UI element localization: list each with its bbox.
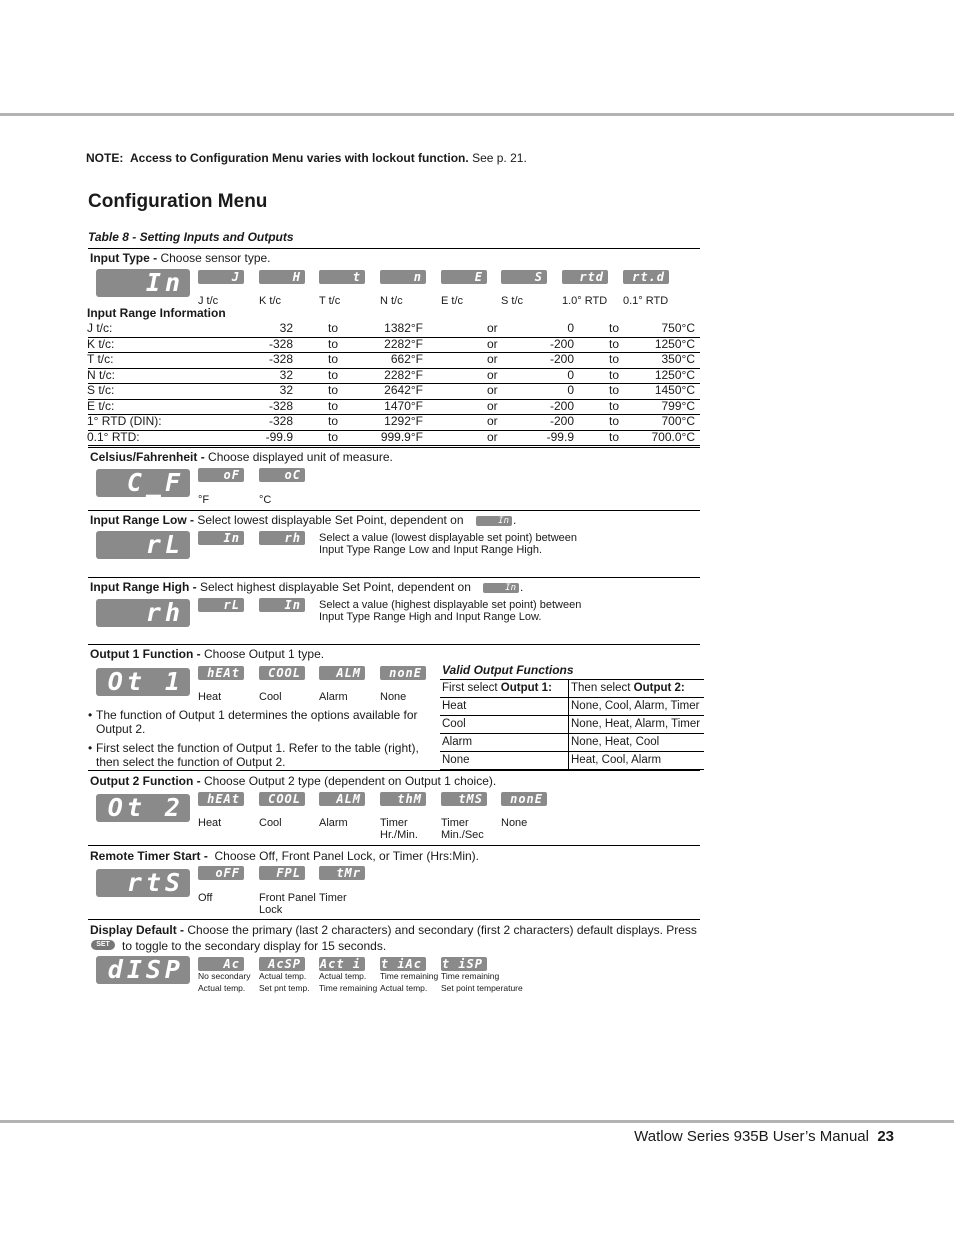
range-cell: 32	[279, 383, 293, 397]
range-cell: 0	[567, 383, 574, 397]
range-cell: 1292°F	[384, 414, 423, 428]
manual-title: Watlow Series 935B User’s Manual	[634, 1128, 869, 1145]
option-label: E t/c	[441, 295, 464, 307]
range-cell: 750°C	[661, 321, 695, 335]
display-rts: rtS	[96, 869, 190, 897]
period: .	[520, 580, 524, 594]
range-cell: 999.9°F	[380, 429, 423, 444]
set-key-icon: SET	[91, 940, 115, 950]
dep-in-icon: In	[483, 583, 519, 593]
option-f-label: °F	[198, 494, 210, 506]
range-cell: 32	[279, 367, 293, 382]
range-cell: E t/c:	[87, 398, 115, 413]
option-6: rtd	[562, 270, 608, 284]
option-label: Timer Min./Sec	[441, 817, 484, 841]
range-cell: to	[328, 321, 339, 335]
display-ot1: Ot 1	[96, 668, 190, 696]
option-label: Timer Hr./Min.	[380, 817, 418, 841]
option-4: t iSP	[441, 957, 487, 971]
range-cell: or	[487, 321, 498, 335]
range-cell: 32	[279, 321, 293, 335]
option-label: None	[501, 817, 528, 829]
option-4: tMS	[441, 792, 487, 806]
option-heat: hEAt	[198, 666, 244, 680]
table-row	[440, 680, 704, 698]
range-cell: to	[609, 414, 620, 428]
range-cell: T t/c:	[87, 352, 114, 366]
range-cell: to	[609, 383, 620, 397]
option-none-label: None	[380, 691, 407, 703]
range-cell: 350°C	[661, 352, 695, 366]
range-cell: 2282°F	[384, 336, 423, 351]
range-cell: 700.0°C	[651, 429, 695, 444]
option-label: K t/c	[259, 295, 282, 307]
table-header: Then select Output 2:	[569, 680, 705, 698]
option-1: COOL	[259, 792, 305, 806]
option-timer: tMr	[319, 866, 365, 880]
table-row: Heat None, Cool, Alarm, Timer	[440, 698, 704, 716]
option-0: hEAt	[198, 792, 244, 806]
range-cell: to	[609, 352, 620, 366]
option-rh: rh	[259, 531, 305, 545]
divider	[88, 445, 700, 446]
range-cell: 1° RTD (DIN):	[87, 414, 162, 428]
range-cell: -200	[549, 414, 574, 428]
display-rl: rL	[96, 531, 190, 559]
option-alarm: ALM	[319, 666, 365, 680]
option-2: t	[319, 270, 365, 284]
option-2: Act i	[319, 957, 365, 971]
range-cell: 2642°F	[384, 383, 423, 397]
option-label: N t/c	[380, 295, 403, 307]
option-label-1: Actual temp.	[319, 971, 367, 981]
option-5: nonE	[501, 792, 547, 806]
option-f: oF	[198, 468, 244, 482]
range-cell: to	[609, 398, 620, 413]
option-label: Alarm	[319, 817, 348, 829]
range-cell: -99.9	[546, 429, 574, 444]
table-caption: Table 8 - Setting Inputs and Outputs	[88, 230, 294, 244]
option-in: In	[198, 531, 244, 545]
divider	[88, 845, 700, 846]
option-off: oFF	[198, 866, 244, 880]
range-cell: to	[328, 414, 339, 428]
option-label: 1.0° RTD	[562, 295, 608, 307]
option-none: nonE	[380, 666, 426, 680]
option-label: S t/c	[501, 295, 524, 307]
range-cell: to	[609, 429, 620, 444]
table-row: None Heat, Cool, Alarm	[440, 752, 704, 770]
range-cell: to	[328, 383, 339, 397]
option-label-1: Time remaining	[380, 971, 439, 981]
display-default-heading: Display Default - Choose the primary (last 2 characters) and secondary (first 2 characters) default displays. Press	[90, 923, 697, 937]
option-cool-label: Cool	[259, 691, 282, 703]
top-rule	[0, 113, 954, 116]
range-cell: to	[609, 336, 620, 351]
display-default-desc2: to toggle to the secondary display for 15 seconds.	[122, 939, 387, 953]
option-label: 0.1° RTD	[623, 295, 669, 307]
range-cell: or	[487, 367, 498, 382]
option-timer-label: Timer	[319, 892, 347, 904]
option-1: AcSP	[259, 957, 305, 971]
range-cell: 662°F	[390, 352, 423, 366]
table-row: Cool None, Heat, Alarm, Timer	[440, 716, 704, 734]
range-cell: or	[487, 336, 498, 351]
range-high-help: Select a value (highest displayable set point) between Input Type Range High and Input Range Low.	[319, 599, 582, 623]
range-cell: -328	[268, 398, 293, 413]
option-3: t iAc	[380, 957, 426, 971]
range-cell: -200	[549, 398, 574, 413]
range-cell: to	[328, 367, 339, 382]
range-cell: to	[328, 352, 339, 366]
range-cell: 700°C	[661, 414, 695, 428]
range-low-heading: Input Range Low - Select lowest displayable Set Point, dependent on	[90, 513, 464, 527]
range-cell: or	[487, 429, 498, 444]
range-cell: or	[487, 352, 498, 366]
option-fpl: FPL	[259, 866, 305, 880]
option-c-label: °C	[259, 494, 272, 506]
table-row: Alarm None, Heat, Cool	[440, 734, 704, 752]
range-cell: 0	[567, 367, 574, 382]
dep-in-icon: In	[476, 516, 512, 526]
option-rl: rL	[198, 598, 244, 612]
divider	[88, 248, 700, 249]
divider	[88, 770, 700, 771]
option-label: Heat	[198, 817, 222, 829]
divider	[88, 919, 700, 920]
range-cell: to	[609, 321, 620, 335]
range-cell: J t/c:	[87, 321, 113, 335]
range-cell: -200	[549, 336, 574, 351]
range-cell: 1382°F	[384, 321, 423, 335]
celsius-heading: Celsius/Fahrenheit - Choose displayed unit of measure.	[90, 450, 393, 464]
option-7: rt.d	[623, 270, 669, 284]
page-number: 23	[877, 1128, 894, 1145]
option-fpl-label: Front Panel Lock	[259, 892, 316, 916]
option-label-2: Time remaining	[319, 983, 378, 993]
range-cell: -328	[268, 336, 293, 351]
valid-output-table	[440, 679, 704, 770]
option-0: Ac	[198, 957, 244, 971]
display-c-f: C_F	[96, 469, 190, 497]
range-cell: -328	[268, 352, 293, 366]
range-cell: K t/c:	[87, 336, 115, 351]
divider	[88, 510, 700, 511]
range-cell: -200	[549, 352, 574, 366]
range-cell: 799°C	[661, 398, 695, 413]
range-cell: S t/c:	[87, 383, 115, 397]
range-cell: to	[328, 336, 339, 351]
option-label: Cool	[259, 817, 282, 829]
range-cell: to	[609, 367, 620, 382]
option-label-2: Set pnt temp.	[259, 983, 310, 993]
option-label: T t/c	[319, 295, 341, 307]
range-cell: to	[328, 398, 339, 413]
option-label-2: Set point temperature	[441, 983, 523, 993]
option-in: In	[259, 598, 305, 612]
range-cell: or	[487, 414, 498, 428]
input-type-heading: Input Type - Choose sensor type.	[90, 251, 271, 265]
option-label-1: Time remaining	[441, 971, 500, 981]
range-cell: 1450°C	[654, 383, 695, 397]
display-ot2: Ot 2	[96, 794, 190, 822]
option-4: E	[441, 270, 487, 284]
range-cell: 0	[567, 321, 574, 335]
option-heat-label: Heat	[198, 691, 222, 703]
range-cell: 0.1° RTD:	[87, 429, 140, 444]
range-high-heading: Input Range High - Select highest displayable Set Point, dependent on	[90, 580, 471, 594]
range-cell: 1470°F	[384, 398, 423, 413]
footer	[634, 1128, 894, 1145]
range-cell: or	[487, 383, 498, 397]
period: .	[513, 513, 517, 527]
range-cell: to	[328, 429, 339, 444]
range-cell: N t/c:	[87, 367, 116, 382]
display-rh: rh	[96, 599, 190, 627]
range-cell: 1250°C	[654, 336, 695, 351]
display-disp: dISP	[96, 956, 190, 984]
option-cool: COOL	[259, 666, 305, 680]
option-3: thM	[380, 792, 426, 806]
range-info-heading: Input Range Information	[87, 306, 226, 320]
option-off-label: Off	[198, 892, 213, 904]
output1-heading: Output 1 Function - Choose Output 1 type.	[90, 647, 325, 661]
page-title: Configuration Menu	[88, 191, 268, 212]
range-cell: or	[487, 398, 498, 413]
divider	[88, 447, 700, 448]
option-3: n	[380, 270, 426, 284]
range-cell: -99.9	[265, 429, 293, 444]
output1-bullet-2: • First select the function of Output 1. Refer to the table (right), then select the function of Output 2.	[88, 741, 419, 769]
range-cell: 1250°C	[654, 367, 695, 382]
option-1: H	[259, 270, 305, 284]
option-label-2: Actual temp.	[380, 983, 428, 993]
divider	[88, 644, 700, 645]
option-alarm-label: Alarm	[319, 691, 348, 703]
valid-output-title: Valid Output Functions	[442, 663, 574, 677]
option-label-1: No secondary	[198, 971, 251, 981]
divider	[88, 577, 700, 578]
option-label: J t/c	[198, 295, 219, 307]
range-low-help: Select a value (lowest displayable set point) between Input Type Range Low and Input Range High.	[319, 532, 578, 556]
bottom-rule	[0, 1120, 954, 1123]
option-2: ALM	[319, 792, 365, 806]
output2-heading: Output 2 Function - Choose Output 2 type (dependent on Output 1 choice).	[90, 774, 497, 788]
display-in: In	[96, 269, 190, 297]
option-c: oC	[259, 468, 305, 482]
option-5: S	[501, 270, 547, 284]
note: NOTE: Access to Configuration Menu varies with lockout function. See p. 21.	[86, 151, 527, 165]
option-label-2: Actual temp.	[198, 983, 246, 993]
table-header: First select Output 1:	[440, 680, 569, 698]
range-cell: 2282°F	[384, 367, 423, 382]
range-cell: -328	[268, 414, 293, 428]
timer-heading: Remote Timer Start - Choose Off, Front Panel Lock, or Timer (Hrs:Min).	[90, 849, 480, 863]
output1-bullet-1: • The function of Output 1 determines the options available for Output 2.	[88, 708, 418, 736]
option-0: J	[198, 270, 244, 284]
option-label-1: Actual temp.	[259, 971, 307, 981]
